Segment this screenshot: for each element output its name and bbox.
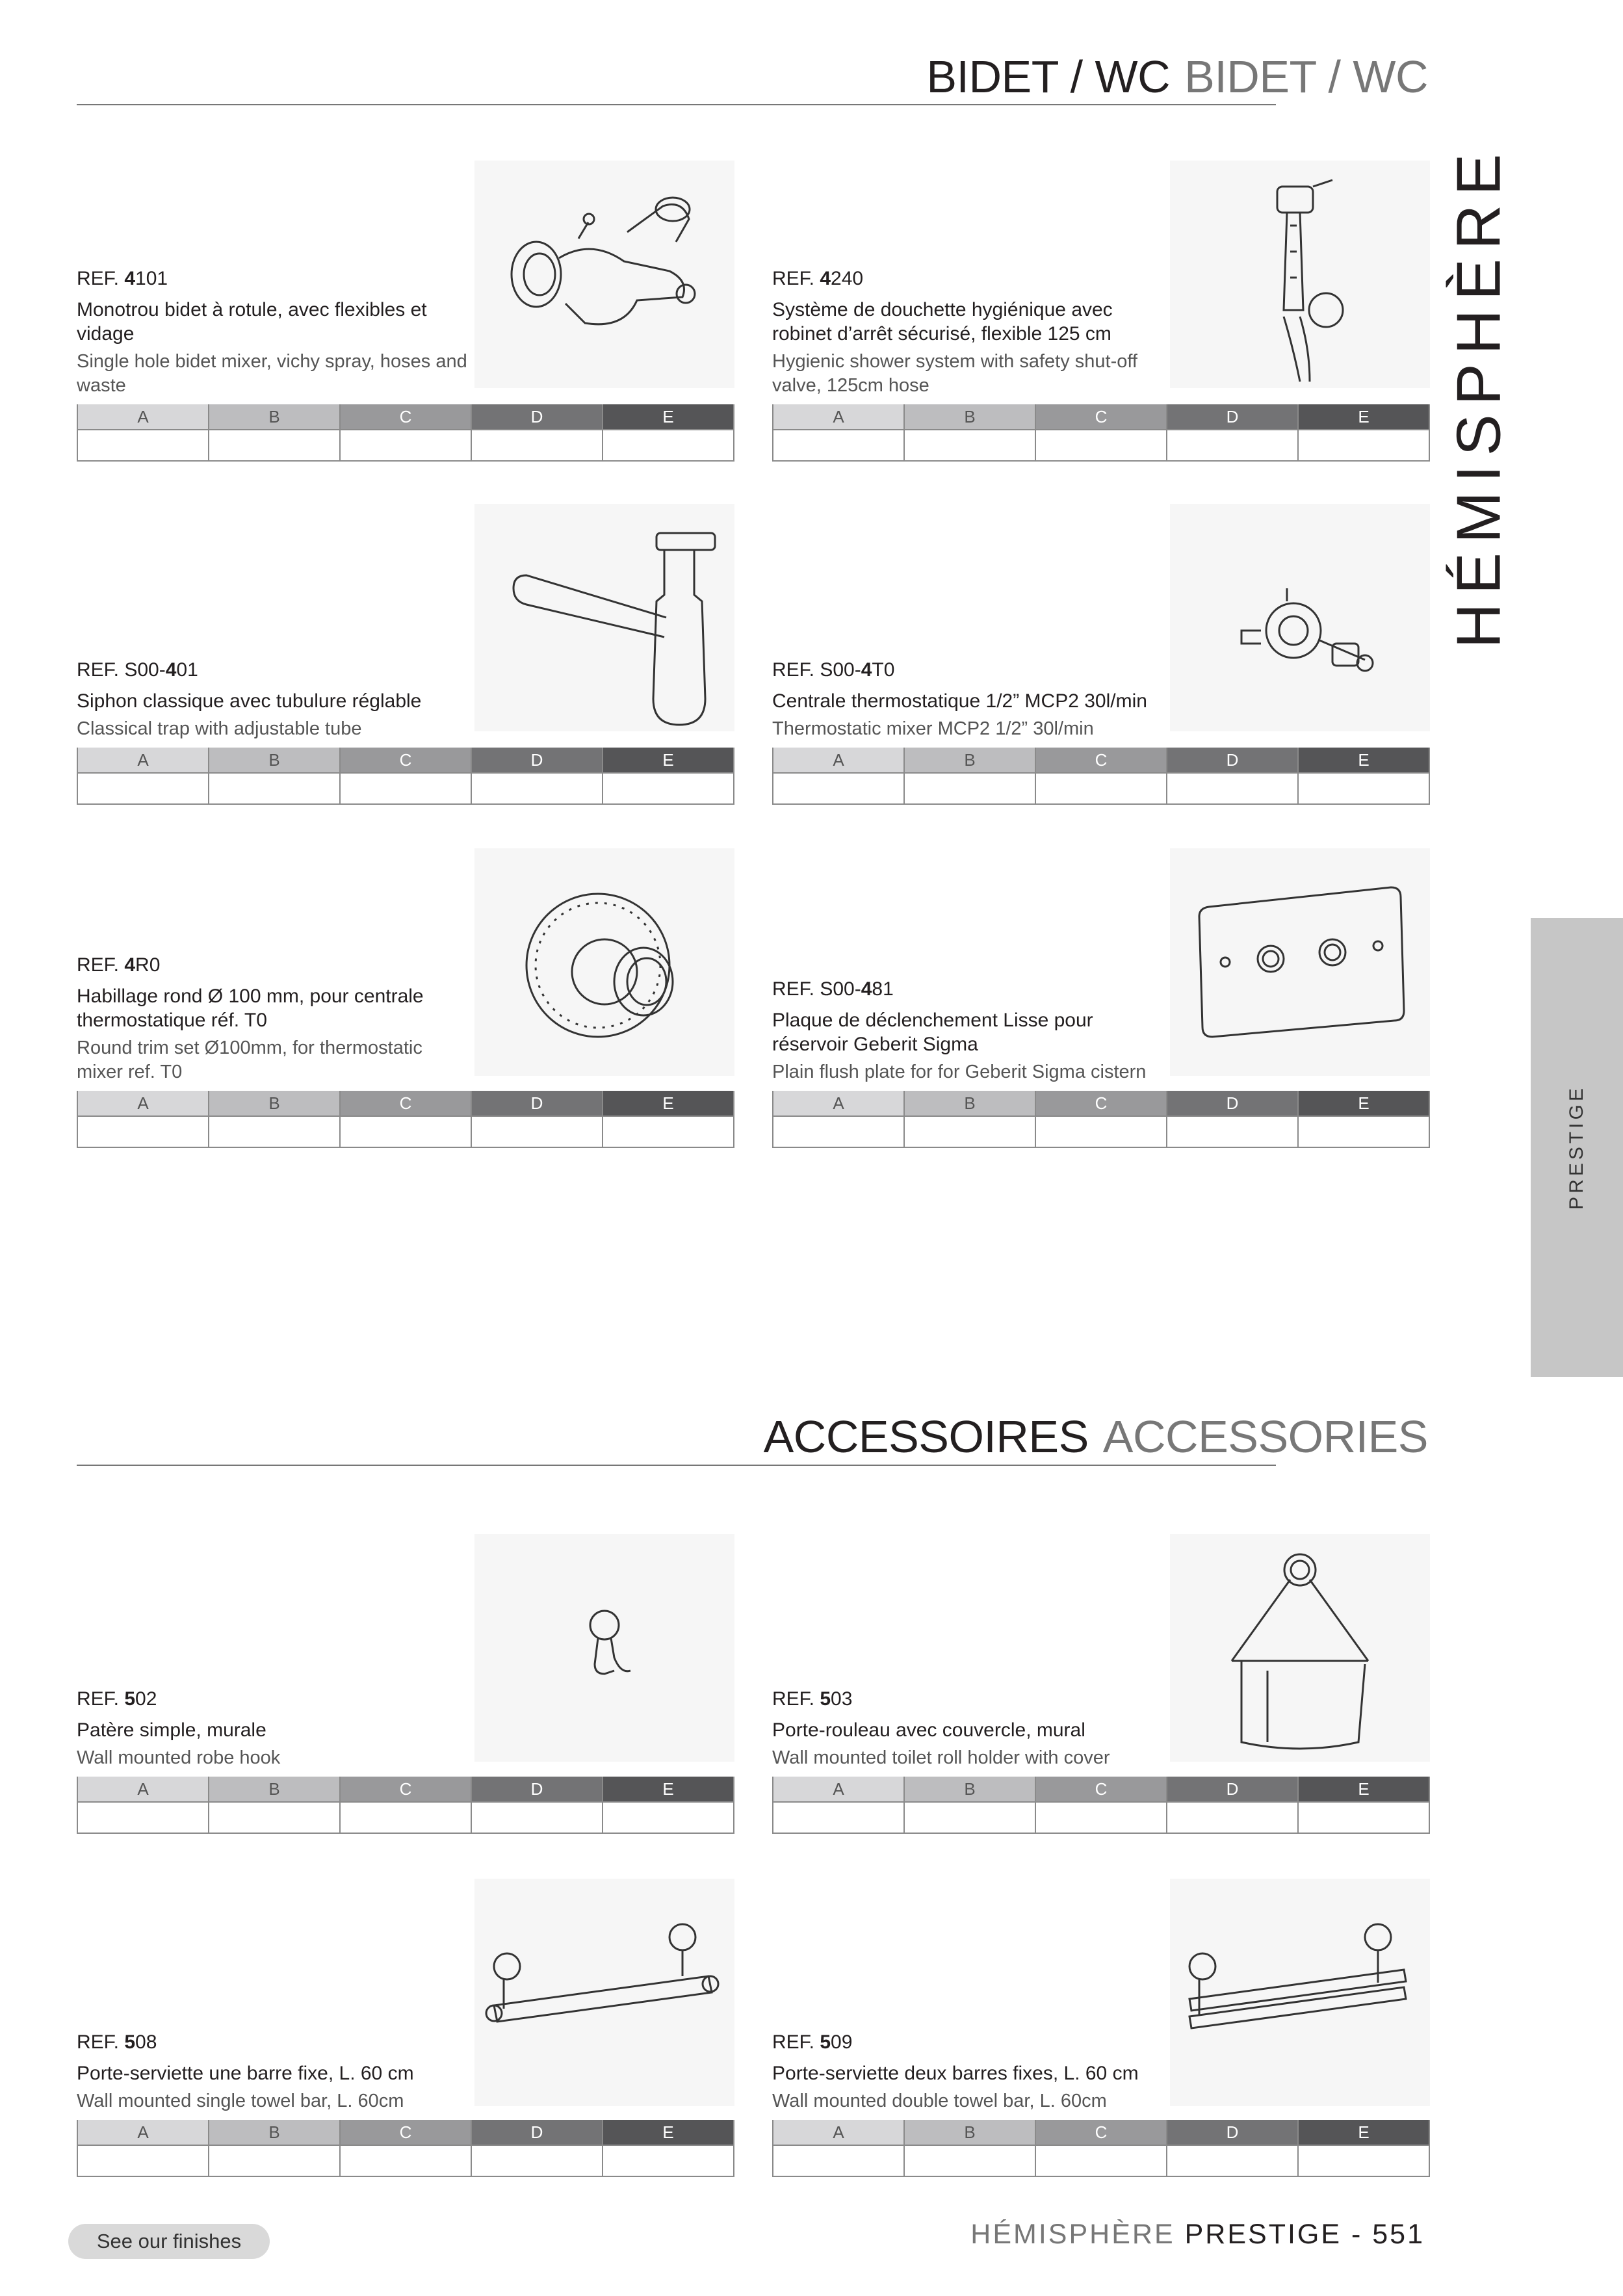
finish-header-d: D [471, 404, 603, 430]
thermostatic-valve-icon [1170, 504, 1430, 731]
hygienic-shower-icon [1170, 161, 1430, 388]
product-desc-en: Plain flush plate for for Geberit Sigma cistern [772, 1062, 1147, 1082]
ref-bold: 4 [861, 659, 872, 681]
ref-suffix: R0 [135, 954, 161, 976]
product-card [772, 161, 1430, 404]
finish-cell-c[interactable] [1035, 430, 1167, 461]
ref-bold: 5 [124, 1688, 136, 1710]
ref-bold: 4 [861, 978, 872, 1000]
brand-vertical-text: HÉMISPHÈRE [1444, 144, 1513, 649]
product-card [772, 1879, 1430, 2120]
finish-cell-a[interactable] [77, 1116, 209, 1147]
ref-prefix: REF. [772, 2031, 820, 2053]
product-image [1170, 1879, 1430, 2106]
finish-table [772, 2120, 1430, 2177]
product-desc-fr: Porte-rouleau avec couvercle, mural [772, 1719, 1085, 1741]
finish-cell-e[interactable] [1298, 1802, 1429, 1833]
finish-cell-b[interactable] [904, 1116, 1035, 1147]
finish-cell-a[interactable] [773, 773, 904, 804]
product-text [77, 659, 468, 741]
finish-cell-a[interactable] [77, 2145, 209, 2176]
finish-cell-e[interactable] [1298, 430, 1429, 461]
finish-header-a: A [77, 404, 209, 430]
finish-cell-b[interactable] [209, 430, 340, 461]
finish-table [77, 404, 734, 462]
product-text [772, 268, 1163, 398]
finish-header-e: E [1298, 404, 1429, 430]
product-ref [772, 268, 1163, 290]
product-desc-en: Single hole bidet mixer, vichy spray, hoses and waste [77, 351, 467, 396]
ref-suffix: 08 [135, 2031, 157, 2053]
ref-suffix: 81 [872, 978, 894, 1000]
product-ref [77, 954, 468, 976]
product-card [77, 504, 734, 748]
product-ref [77, 1688, 468, 1710]
finish-cell-d[interactable] [471, 773, 603, 804]
product-card [77, 1534, 734, 1777]
product-text [77, 954, 468, 1084]
product-ref [772, 659, 1163, 681]
finish-header-b: B [209, 404, 340, 430]
finish-header-e: E [603, 1091, 734, 1116]
footer-brand: HÉMISPHÈRE [970, 2219, 1175, 2250]
product-text [772, 2031, 1163, 2113]
product-ref [772, 978, 1163, 1000]
product-card [772, 848, 1430, 1091]
ref-bold: 4 [124, 268, 136, 289]
finish-header-a: A [77, 748, 209, 773]
finish-cell-a[interactable] [773, 1116, 904, 1147]
product-desc-en: Thermostatic mixer MCP2 1/2” 30l/min [772, 718, 1094, 739]
finish-cell-d[interactable] [471, 2145, 603, 2176]
product-desc-en: Wall mounted single towel bar, L. 60cm [77, 2091, 404, 2111]
product-image [1170, 1534, 1430, 1762]
single-towel-bar-icon [474, 1879, 734, 2106]
product-text [772, 659, 1163, 741]
side-tab-prestige[interactable] [1531, 918, 1623, 1377]
ref-prefix: REF. S00- [772, 659, 861, 681]
finish-header-c: C [340, 1091, 471, 1116]
finish-cell-b[interactable] [209, 1802, 340, 1833]
product-card [772, 504, 1430, 748]
product-image [474, 161, 734, 388]
product-image [474, 1879, 734, 2106]
finish-cell-b[interactable] [209, 773, 340, 804]
finish-header-e: E [1298, 748, 1429, 773]
section-divider [77, 104, 1276, 105]
finish-header-a: A [77, 1091, 209, 1116]
finish-header-e: E [1298, 1091, 1429, 1116]
flush-plate-icon [1170, 848, 1430, 1076]
section-title-accessories [764, 1411, 1428, 1463]
product-ref [77, 659, 468, 681]
finish-cell-c[interactable] [340, 1116, 471, 1147]
finish-cell-b[interactable] [209, 2145, 340, 2176]
ref-suffix: 240 [831, 268, 864, 289]
finish-cell-b[interactable] [209, 1116, 340, 1147]
finish-header-c: C [1035, 748, 1167, 773]
brand-vertical [1440, 144, 1518, 649]
finish-cell-d[interactable] [1167, 1802, 1298, 1833]
ref-suffix: 101 [135, 268, 168, 289]
product-ref [77, 2031, 468, 2054]
ref-suffix: 01 [176, 659, 198, 681]
finish-header-b: B [904, 2120, 1035, 2145]
finish-table [772, 404, 1430, 462]
finish-cell-e[interactable] [1298, 2145, 1429, 2176]
finish-header-b: B [904, 404, 1035, 430]
finish-cell-d[interactable] [1167, 2145, 1298, 2176]
finish-cell-c[interactable] [1035, 2145, 1167, 2176]
finish-header-d: D [1167, 1777, 1298, 1802]
finish-cell-a[interactable] [773, 1802, 904, 1833]
product-desc-fr: Patère simple, murale [77, 1719, 266, 1741]
finish-cell-e[interactable] [603, 1116, 734, 1147]
product-ref [772, 2031, 1163, 2054]
product-image [474, 848, 734, 1076]
finish-cell-b[interactable] [904, 1802, 1035, 1833]
finish-cell-d[interactable] [471, 1802, 603, 1833]
finish-cell-a[interactable] [77, 1802, 209, 1833]
toilet-roll-holder-icon [1170, 1534, 1430, 1762]
product-desc-fr: Siphon classique avec tubulure réglable [77, 690, 422, 712]
finish-cell-c[interactable] [340, 430, 471, 461]
finish-header-d: D [1167, 1091, 1298, 1116]
section-divider [77, 1465, 1276, 1466]
ref-prefix: REF. [77, 2031, 125, 2053]
finish-cell-b[interactable] [904, 2145, 1035, 2176]
finish-cell-e[interactable] [603, 1802, 734, 1833]
product-image [474, 1534, 734, 1762]
finish-header-a: A [77, 1777, 209, 1802]
product-desc-en: Hygienic shower system with safety shut-off valve, 125cm hose [772, 351, 1137, 396]
finish-header-b: B [904, 748, 1035, 773]
finish-header-e: E [1298, 1777, 1429, 1802]
product-desc-en: Wall mounted double towel bar, L. 60cm [772, 2091, 1107, 2111]
product-card [77, 1879, 734, 2120]
trap-icon [474, 504, 734, 731]
finish-header-d: D [1167, 748, 1298, 773]
product-image [1170, 504, 1430, 731]
page-number: 551 [1372, 2219, 1425, 2250]
finish-cell-d[interactable] [471, 430, 603, 461]
finish-table [77, 748, 734, 805]
finish-cell-e[interactable] [603, 430, 734, 461]
finish-cell-c[interactable] [340, 773, 471, 804]
product-desc-en: Wall mounted toilet roll holder with cover [772, 1747, 1110, 1768]
finish-header-c: C [1035, 404, 1167, 430]
finish-cell-a[interactable] [773, 2145, 904, 2176]
finish-header-e: E [1298, 2120, 1429, 2145]
product-desc-fr: Centrale thermostatique 1/2” MCP2 30l/min [772, 690, 1147, 712]
section-title-en: BIDET / WC [1184, 51, 1428, 102]
section-title-bidet [926, 51, 1428, 103]
finish-cell-d[interactable] [1167, 430, 1298, 461]
product-desc-en: Wall mounted robe hook [77, 1747, 281, 1768]
finish-cell-e[interactable] [1298, 1116, 1429, 1147]
finish-header-b: B [209, 748, 340, 773]
finish-header-e: E [603, 404, 734, 430]
ref-prefix: REF. [772, 1688, 820, 1710]
product-text [772, 978, 1163, 1084]
finish-header-c: C [340, 748, 471, 773]
product-image [1170, 848, 1430, 1076]
product-desc-fr: Porte-serviette une barre fixe, L. 60 cm [77, 2063, 414, 2084]
section-title-fr: ACCESSOIRES [763, 1411, 1089, 1462]
finish-cell-c[interactable] [1035, 1116, 1167, 1147]
finish-table [77, 1777, 734, 1834]
ref-suffix: 09 [831, 2031, 853, 2053]
ref-prefix: REF. [77, 1688, 125, 1710]
finish-header-e: E [603, 2120, 734, 2145]
finish-cell-b[interactable] [904, 430, 1035, 461]
product-card [77, 161, 734, 404]
product-desc-fr: Plaque de déclenchement Lisse pour réservoir Geberit Sigma [772, 1010, 1093, 1055]
finish-header-a: A [773, 748, 904, 773]
ref-bold: 5 [820, 2031, 831, 2053]
finish-header-c: C [1035, 2120, 1167, 2145]
section-title-en: ACCESSORIES [1102, 1411, 1428, 1462]
product-text [77, 2031, 468, 2113]
product-desc-en: Round trim set Ø100mm, for thermostatic mixer ref. T0 [77, 1037, 422, 1082]
product-text [77, 268, 468, 398]
finish-header-a: A [773, 1091, 904, 1116]
finish-table [77, 1091, 734, 1148]
finish-cell-a[interactable] [77, 430, 209, 461]
finish-cell-c[interactable] [340, 1802, 471, 1833]
double-towel-bar-icon [1170, 1879, 1430, 2106]
finish-header-c: C [1035, 1777, 1167, 1802]
product-card [77, 848, 734, 1091]
product-desc-fr: Système de douchette hygiénique avec robinet d’arrêt sécurisé, flexible 125 cm [772, 299, 1113, 345]
ref-prefix: REF. [772, 268, 820, 289]
product-ref [772, 1688, 1163, 1710]
product-image [1170, 161, 1430, 388]
finish-header-c: C [1035, 1091, 1167, 1116]
footer-separator: - [1342, 2219, 1373, 2250]
robe-hook-icon [474, 1534, 734, 1762]
finish-header-c: C [340, 2120, 471, 2145]
see-finishes-button[interactable]: See our finishes [68, 2224, 270, 2259]
finish-header-d: D [471, 2120, 603, 2145]
ref-suffix: T0 [872, 659, 895, 681]
product-text [772, 1688, 1163, 1770]
footer-collection: PRESTIGE [1184, 2219, 1342, 2250]
product-image [474, 504, 734, 731]
finish-cell-c[interactable] [340, 2145, 471, 2176]
product-desc-en: Classical trap with adjustable tube [77, 718, 362, 739]
finish-header-a: A [77, 2120, 209, 2145]
finish-header-b: B [209, 2120, 340, 2145]
finish-cell-d[interactable] [471, 1116, 603, 1147]
finish-header-b: B [209, 1091, 340, 1116]
finish-header-b: B [904, 1777, 1035, 1802]
ref-prefix: REF. S00- [77, 659, 166, 681]
finish-header-a: A [773, 404, 904, 430]
finish-header-c: C [340, 1777, 471, 1802]
round-trim-icon [474, 848, 734, 1076]
finish-header-a: A [773, 2120, 904, 2145]
ref-bold: 5 [820, 1688, 831, 1710]
ref-suffix: 03 [831, 1688, 853, 1710]
finish-cell-c[interactable] [1035, 773, 1167, 804]
finish-header-d: D [1167, 2120, 1298, 2145]
finish-cell-e[interactable] [603, 773, 734, 804]
product-desc-fr: Porte-serviette deux barres fixes, L. 60 cm [772, 2063, 1139, 2084]
finish-cell-d[interactable] [1167, 1116, 1298, 1147]
product-card [772, 1534, 1430, 1777]
finish-cell-a[interactable] [773, 430, 904, 461]
finish-table [772, 1777, 1430, 1834]
finish-header-d: D [1167, 404, 1298, 430]
ref-prefix: REF. [77, 268, 125, 289]
finish-cell-b[interactable] [904, 773, 1035, 804]
bidet-mixer-icon [474, 161, 734, 388]
finish-cell-c[interactable] [1035, 1802, 1167, 1833]
finish-header-d: D [471, 1091, 603, 1116]
finish-cell-d[interactable] [1167, 773, 1298, 804]
finish-header-b: B [904, 1091, 1035, 1116]
ref-bold: 5 [124, 2031, 136, 2053]
product-text [77, 1688, 468, 1770]
ref-bold: 4 [124, 954, 136, 976]
ref-prefix: REF. [77, 954, 125, 976]
product-desc-fr: Monotrou bidet à rotule, avec flexibles et vidage [77, 299, 427, 345]
ref-bold: 4 [820, 268, 831, 289]
finish-cell-e[interactable] [603, 2145, 734, 2176]
finish-table [772, 1091, 1430, 1148]
product-ref [77, 268, 468, 290]
finish-table [772, 748, 1430, 805]
ref-prefix: REF. S00- [772, 978, 861, 1000]
finish-cell-a[interactable] [77, 773, 209, 804]
page-footer [970, 2219, 1425, 2250]
section-title-fr: BIDET / WC [926, 51, 1171, 102]
ref-bold: 4 [165, 659, 177, 681]
finish-table [77, 2120, 734, 2177]
side-tab-label: PRESTIGE [1566, 1085, 1588, 1210]
ref-suffix: 02 [135, 1688, 157, 1710]
finish-header-e: E [603, 748, 734, 773]
product-desc-fr: Habillage rond Ø 100 mm, pour centrale thermostatique réf. T0 [77, 985, 424, 1031]
finish-header-c: C [340, 404, 471, 430]
finish-header-a: A [773, 1777, 904, 1802]
finish-cell-e[interactable] [1298, 773, 1429, 804]
finish-header-d: D [471, 1777, 603, 1802]
finish-header-e: E [603, 1777, 734, 1802]
finish-header-b: B [209, 1777, 340, 1802]
finish-header-d: D [471, 748, 603, 773]
